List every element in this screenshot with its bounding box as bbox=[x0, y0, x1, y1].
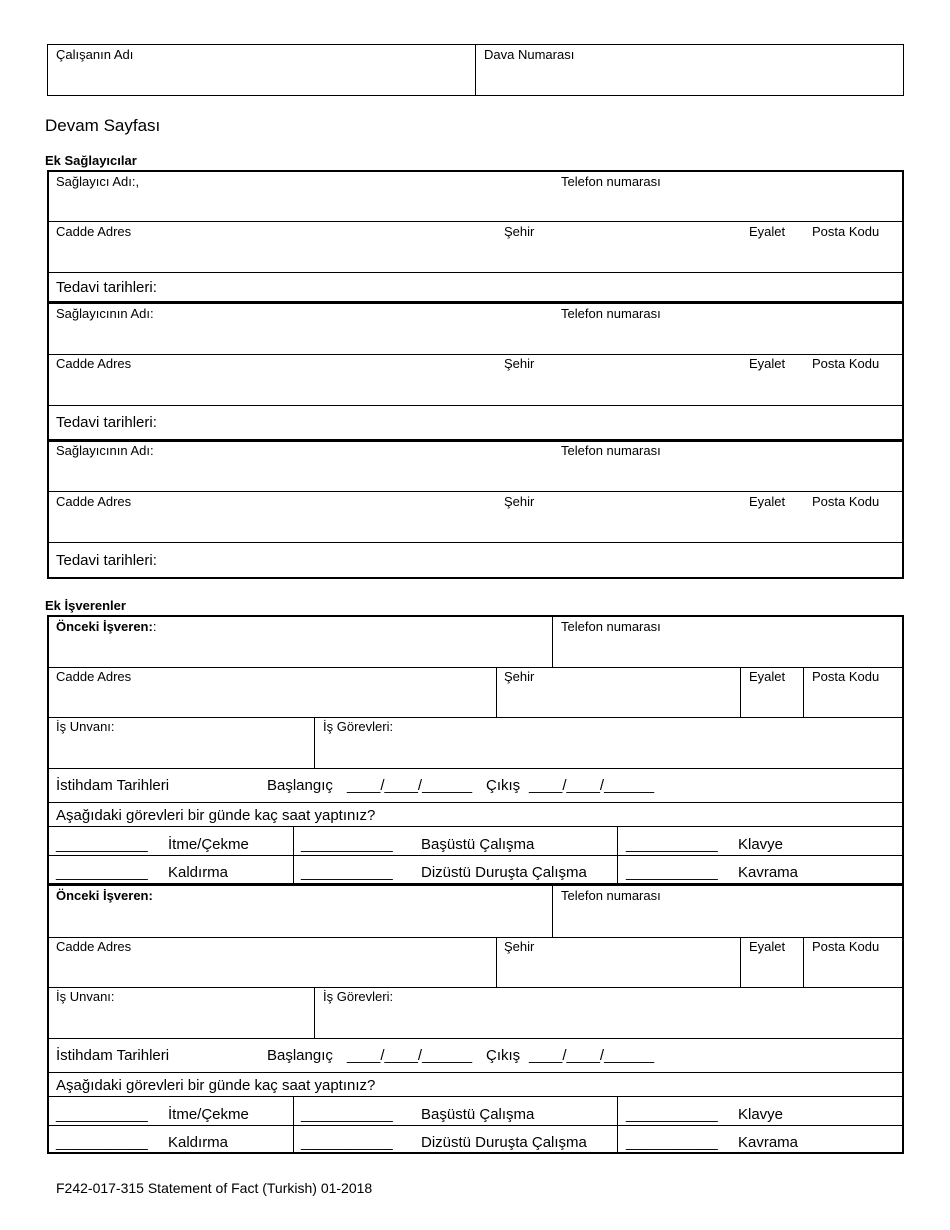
task-hours-field[interactable]: ___________ bbox=[626, 864, 718, 881]
job-title-field[interactable]: İş Unvanı: bbox=[56, 989, 115, 1004]
task-label: Klavye bbox=[738, 836, 784, 853]
row-divider bbox=[47, 405, 904, 406]
hours-question: Aşağıdaki görevleri bir günde kaç saat yaptınız? bbox=[56, 1077, 376, 1094]
job-title-field[interactable]: İş Unvanı: bbox=[56, 719, 115, 734]
provider-zip-field[interactable]: Posta Kodu bbox=[812, 224, 880, 239]
task-label: Kaldırma bbox=[168, 864, 229, 881]
task-label: Dizüstü Duruşta Çalışma bbox=[421, 864, 587, 881]
start-date-field[interactable]: ____/____/______ bbox=[347, 777, 473, 794]
end-date-field[interactable]: ____/____/______ bbox=[529, 1047, 655, 1064]
row-divider bbox=[47, 542, 904, 543]
employer-state-field[interactable]: Eyalet bbox=[749, 939, 786, 954]
row-divider bbox=[47, 855, 904, 856]
employment-dates-label: İstihdam Tarihleri bbox=[56, 1047, 170, 1064]
job-duties-field[interactable]: İş Görevleri: bbox=[323, 719, 394, 734]
provider-name-field[interactable]: Sağlayıcı Adı:, bbox=[56, 174, 140, 189]
col-divider bbox=[496, 937, 497, 987]
col-divider bbox=[803, 667, 804, 717]
task-label: Kavrama bbox=[738, 864, 799, 881]
task-hours-field[interactable]: ___________ bbox=[301, 864, 393, 881]
employer-city-field[interactable]: Şehir bbox=[504, 669, 535, 684]
row-divider bbox=[47, 491, 904, 492]
task-hours-field[interactable]: ___________ bbox=[56, 1106, 148, 1123]
employer-phone-field[interactable]: Telefon numarası bbox=[561, 619, 661, 634]
employer-zip-field[interactable]: Posta Kodu bbox=[812, 939, 880, 954]
row-divider bbox=[47, 354, 904, 355]
provider-zip-field[interactable]: Posta Kodu bbox=[812, 356, 880, 371]
task-label: Dizüstü Duruşta Çalışma bbox=[421, 1134, 587, 1151]
row-divider bbox=[47, 1038, 904, 1039]
provider-treatment-dates-field[interactable]: Tedavi tarihleri: bbox=[56, 414, 157, 431]
task-hours-field[interactable]: ___________ bbox=[301, 1134, 393, 1151]
start-date-label: Başlangıç bbox=[267, 777, 333, 794]
col-divider bbox=[552, 615, 553, 667]
col-divider bbox=[496, 667, 497, 717]
provider-divider bbox=[47, 439, 904, 442]
col-divider bbox=[617, 826, 618, 884]
provider-city-field[interactable]: Şehir bbox=[504, 224, 535, 239]
previous-employer-field[interactable]: Önceki İşveren:: bbox=[56, 619, 157, 634]
end-date-label: Çıkış bbox=[486, 1047, 521, 1064]
col-divider bbox=[740, 937, 741, 987]
start-date-label: Başlangıç bbox=[267, 1047, 333, 1064]
col-divider bbox=[552, 885, 553, 937]
header-divider bbox=[475, 44, 476, 96]
task-label: Klavye bbox=[738, 1106, 784, 1123]
provider-street-field[interactable]: Cadde Adres bbox=[56, 356, 132, 371]
row-divider bbox=[47, 221, 904, 222]
end-date-field[interactable]: ____/____/______ bbox=[529, 777, 655, 794]
providers-heading: Ek Sağlayıcılar bbox=[45, 153, 137, 168]
provider-city-field[interactable]: Şehir bbox=[504, 494, 535, 509]
provider-phone-field[interactable]: Telefon numarası bbox=[561, 443, 661, 458]
employer-state-field[interactable]: Eyalet bbox=[749, 669, 786, 684]
task-label: Başüstü Çalışma bbox=[421, 836, 535, 853]
hours-question: Aşağıdaki görevleri bir günde kaç saat yaptınız? bbox=[56, 807, 376, 824]
provider-divider bbox=[47, 301, 904, 304]
task-hours-field[interactable]: ___________ bbox=[301, 1106, 393, 1123]
provider-phone-field[interactable]: Telefon numarası bbox=[561, 174, 661, 189]
col-divider bbox=[803, 937, 804, 987]
provider-state-field[interactable]: Eyalet bbox=[749, 224, 786, 239]
row-divider bbox=[47, 667, 904, 668]
task-label: İtme/Çekme bbox=[168, 1106, 249, 1123]
task-label: Başüstü Çalışma bbox=[421, 1106, 535, 1123]
previous-employer-field[interactable]: Önceki İşveren: bbox=[56, 888, 153, 903]
provider-phone-field[interactable]: Telefon numarası bbox=[561, 306, 661, 321]
col-divider bbox=[293, 1096, 294, 1154]
row-divider bbox=[47, 987, 904, 988]
row-divider bbox=[47, 826, 904, 827]
page-title: Devam Sayfası bbox=[45, 116, 161, 135]
task-hours-field[interactable]: ___________ bbox=[301, 836, 393, 853]
form-footer: F242-017-315 Statement of Fact (Turkish) 01-2018 bbox=[56, 1180, 373, 1196]
employee-name-field[interactable]: Çalışanın Adı bbox=[56, 47, 134, 62]
job-duties-field[interactable]: İş Görevleri: bbox=[323, 989, 394, 1004]
col-divider bbox=[740, 667, 741, 717]
task-label: Kaldırma bbox=[168, 1134, 229, 1151]
provider-street-field[interactable]: Cadde Adres bbox=[56, 224, 132, 239]
employment-dates-label: İstihdam Tarihleri bbox=[56, 777, 170, 794]
row-divider bbox=[47, 1125, 904, 1126]
col-divider bbox=[314, 717, 315, 768]
row-divider bbox=[47, 272, 904, 273]
task-hours-field[interactable]: ___________ bbox=[56, 864, 148, 881]
provider-city-field[interactable]: Şehir bbox=[504, 356, 535, 371]
task-hours-field[interactable]: ___________ bbox=[626, 836, 718, 853]
employers-heading: Ek İşverenler bbox=[45, 598, 126, 613]
col-divider bbox=[293, 826, 294, 884]
employer-zip-field[interactable]: Posta Kodu bbox=[812, 669, 880, 684]
provider-state-field[interactable]: Eyalet bbox=[749, 356, 786, 371]
provider-street-field[interactable]: Cadde Adres bbox=[56, 494, 132, 509]
task-label: İtme/Çekme bbox=[168, 836, 249, 853]
col-divider bbox=[314, 987, 315, 1038]
task-hours-field[interactable]: ___________ bbox=[56, 1134, 148, 1151]
row-divider bbox=[47, 937, 904, 938]
provider-state-field[interactable]: Eyalet bbox=[749, 494, 786, 509]
task-hours-field[interactable]: ___________ bbox=[626, 1106, 718, 1123]
row-divider bbox=[47, 717, 904, 718]
employer-street-field[interactable]: Cadde Adres bbox=[56, 939, 132, 954]
row-divider bbox=[47, 1096, 904, 1097]
employer-phone-field[interactable]: Telefon numarası bbox=[561, 888, 661, 903]
start-date-field[interactable]: ____/____/______ bbox=[347, 1047, 473, 1064]
employer-city-field[interactable]: Şehir bbox=[504, 939, 535, 954]
end-date-label: Çıkış bbox=[486, 777, 521, 794]
provider-treatment-dates-field[interactable]: Tedavi tarihleri: bbox=[56, 552, 157, 569]
row-divider bbox=[47, 1072, 904, 1073]
provider-name-field[interactable]: Sağlayıcının Adı: bbox=[56, 306, 154, 321]
provider-treatment-dates-field[interactable]: Tedavi tarihleri: bbox=[56, 279, 157, 296]
col-divider bbox=[617, 1096, 618, 1154]
case-number-field[interactable]: Dava Numarası bbox=[484, 47, 575, 62]
row-divider bbox=[47, 768, 904, 769]
employer-street-field[interactable]: Cadde Adres bbox=[56, 669, 132, 684]
provider-name-field[interactable]: Sağlayıcının Adı: bbox=[56, 443, 154, 458]
row-divider bbox=[47, 802, 904, 803]
task-hours-field[interactable]: ___________ bbox=[626, 1134, 718, 1151]
task-label: Kavrama bbox=[738, 1134, 799, 1151]
provider-zip-field[interactable]: Posta Kodu bbox=[812, 494, 880, 509]
employer-divider bbox=[47, 883, 904, 886]
task-hours-field[interactable]: ___________ bbox=[56, 836, 148, 853]
